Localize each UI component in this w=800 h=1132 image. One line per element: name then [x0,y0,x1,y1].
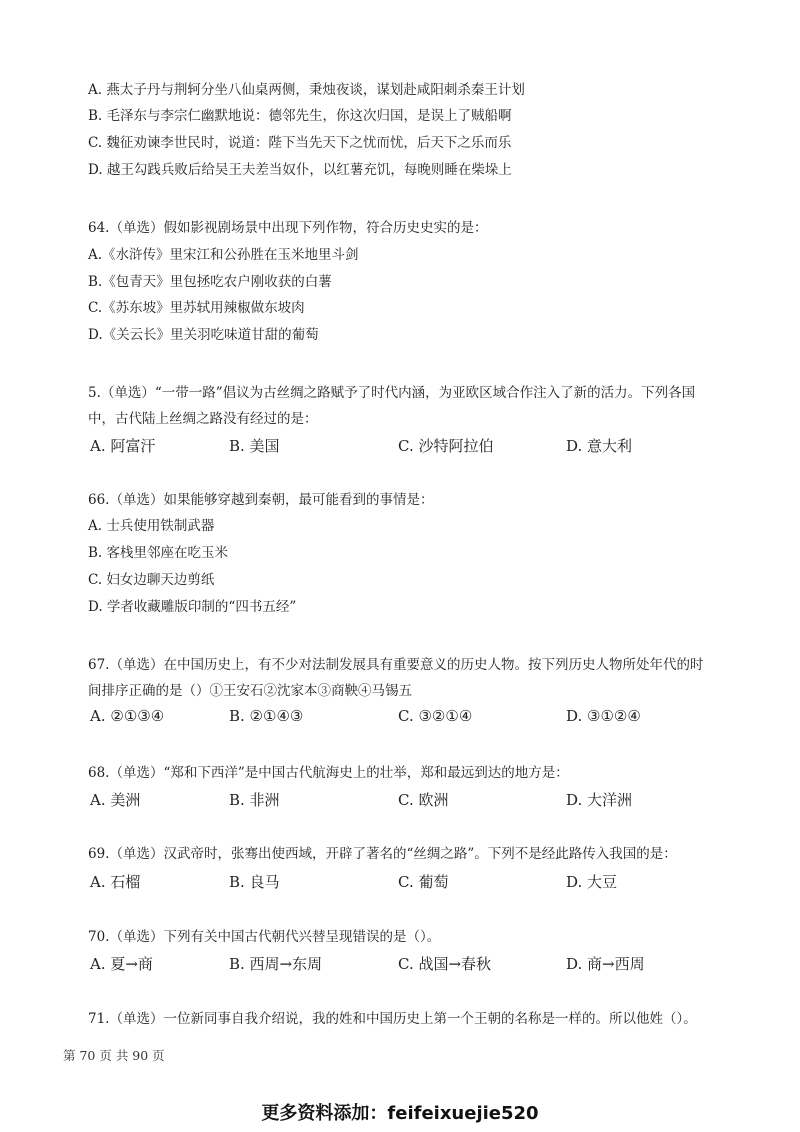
q64-option-a: A.《水浒传》里宋江和公孙胜在玉米地里斗剑 [88,247,359,263]
q70-option-b: B. 西周→东周 [229,955,323,973]
q69-option-b: B. 良马 [229,873,280,891]
q66-option-a: A. 士兵使用铁制武器 [88,518,215,534]
q67-stem-line2: 间排序正确的是（）①王安石②沈家本③商鞅④马锡五 [88,683,412,699]
q63-option-c: C. 魏征劝谏李世民时，说道：陛下当先天下之忧而忧，后天下之乐而乐 [88,135,512,151]
q64-option-c: C.《苏东坡》里苏轼用辣椒做东坡肉 [88,300,305,316]
q67-option-c: C. ③②①④ [398,707,473,725]
q71-stem: 71.（单选）一位新同事自我介绍说，我的姓和中国历史上第一个王朝的名称是一样的。所以他姓（）。 [88,1011,697,1027]
q65-options [88,435,708,455]
q66-option-c: C. 妇女边聊天边剪纸 [88,572,215,588]
q64-option-d: D.《关云长》里关羽吃味道甘甜的葡萄 [88,327,319,343]
q65-option-b: B. 美国 [229,437,280,455]
q67-option-d: D. ③①②④ [566,707,641,725]
q69-stem: 69.（单选）汉武帝时，张骞出使西域，开辟了著名的“丝绸之路”。下列不是经此路传入我国的是： [88,846,677,862]
promo-text: 更多资料添加：feifeixuejie520 [261,1103,539,1124]
q69-option-c: C. 葡萄 [398,873,449,891]
q68-option-d: D. 大洋洲 [566,791,633,809]
q70-options [88,953,708,973]
q70-option-a: A. 夏→商 [90,955,153,973]
q65-stem-line2: 中，古代陆上丝绸之路没有经过的是： [88,411,318,427]
q66-option-d: D. 学者收藏雕版印制的“四书五经” [88,599,297,615]
q68-option-c: C. 欧洲 [398,791,449,809]
q69-option-d: D. 大豆 [566,873,618,891]
q70-stem: 70.（单选）下列有关中国古代朝代兴替呈现错误的是（）。 [88,929,441,945]
q69-option-a: A. 石榴 [90,873,141,891]
q65-option-d: D. 意大利 [566,437,633,455]
q66-option-b: B. 客栈里邻座在吃玉米 [88,545,229,561]
q63-option-b: B. 毛泽东与李宗仁幽默地说：德邻先生，你这次归国，是误上了贼船啊 [88,108,512,124]
q65-stem-line1: 5.（单选）“一带一路”倡议为古丝绸之路赋予了时代内涵，为亚欧区域合作注入了新的活力。下列各国 [88,385,696,401]
q64-option-b: B.《包青天》里包拯吃农户刚收获的白薯 [88,274,332,290]
q67-options [88,707,708,727]
q68-option-b: B. 非洲 [229,791,280,809]
page-number: 第 70 页 共 90 页 [63,1048,165,1063]
q63-option-d: D. 越王勾践兵败后给吴王夫差当奴仆，以红薯充饥，每晚则睡在柴垛上 [88,162,512,178]
q67-stem-line1: 67.（单选）在中国历史上，有不少对法制发展具有重要意义的历史人物。按下列历史人物所处年代的时 [88,657,704,673]
q68-stem: 68.（单选）“郑和下西洋”是中国古代航海史上的壮举，郑和最远到达的地方是： [88,765,569,781]
q64-stem: 64.（单选）假如影视剧场景中出现下列作物，符合历史史实的是： [88,220,488,236]
q68-options [88,789,708,809]
q68-option-a: A. 美洲 [90,791,141,809]
q66-stem: 66.（单选）如果能够穿越到秦朝，最可能看到的事情是： [88,492,434,508]
q63-option-a: A. 燕太子丹与荆轲分坐八仙桌两侧，秉烛夜谈，谋划赴咸阳刺杀秦王计划 [88,82,525,98]
q65-option-c: C. 沙特阿拉伯 [398,437,494,455]
q67-option-a: A. ②①③④ [90,707,165,725]
q70-option-c: C. 战国→春秋 [398,955,492,973]
q70-option-d: D. 商→西周 [566,955,645,973]
q67-option-b: B. ②①④③ [229,707,304,725]
q69-options [88,871,708,891]
q65-option-a: A. 阿富汗 [90,437,156,455]
